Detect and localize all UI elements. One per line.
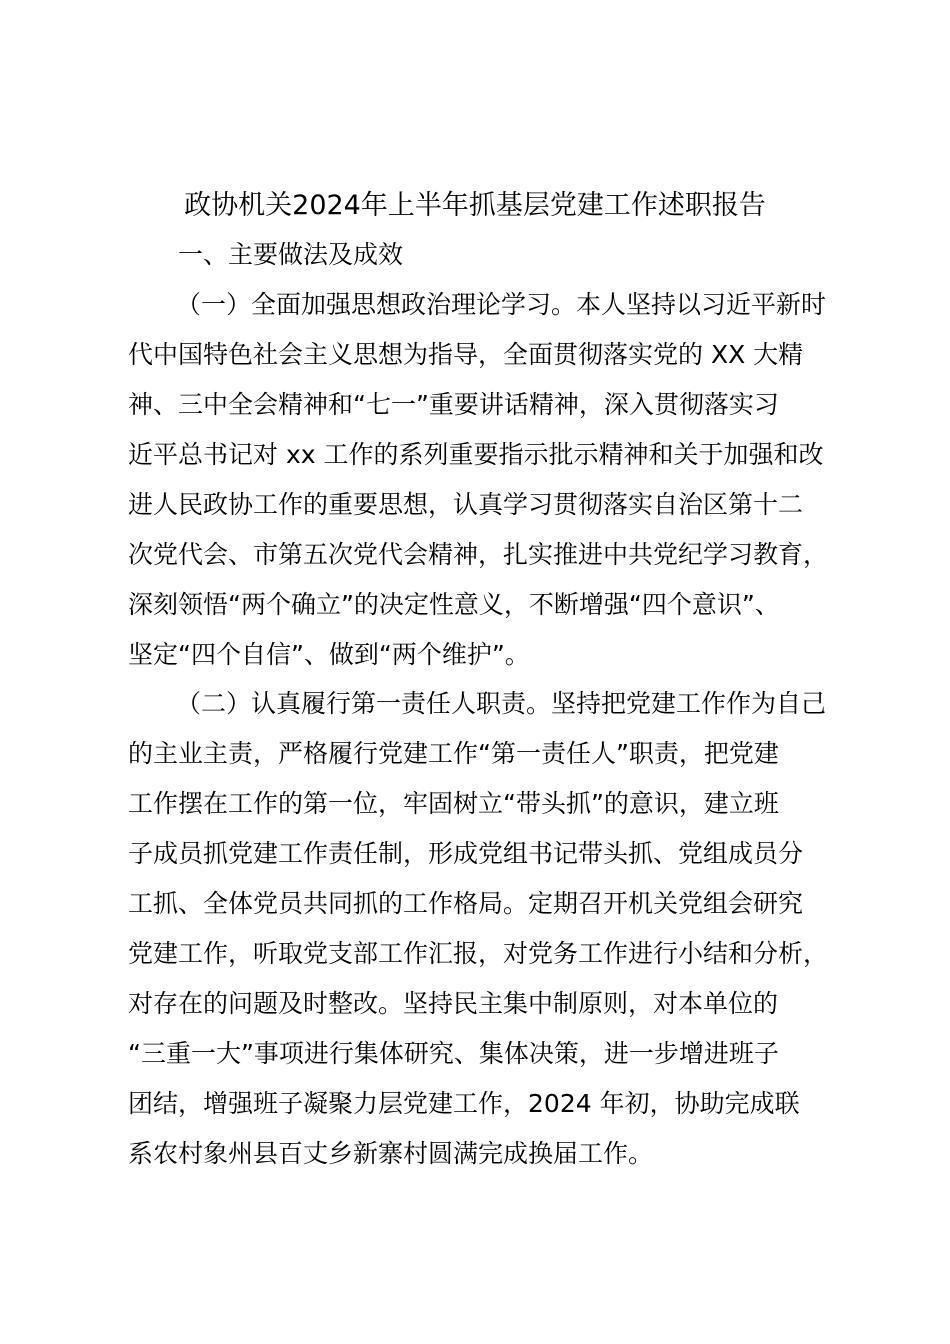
paragraph-line: 对存在的问题及时整改。坚持民主集中制原则，对本单位的 — [128, 989, 779, 1018]
paragraph-line: 坚定“四个自信”、做到“两个维护”。 — [128, 640, 530, 669]
paragraph-line: 子成员抓党建工作责任制，形成党组书记带头抓、党组成员分 — [128, 839, 804, 868]
paragraph-line: 进人民政协工作的重要思想，认真学习贯彻落实自治区第十二 — [128, 490, 804, 519]
paragraph-line: 次党代会、市第五次党代会精神，扎实推进中共党纪学习教育， — [128, 540, 829, 569]
paragraph-line: （一）全面加强思想政治理论学习。本人坚持以习近平新时 — [176, 290, 827, 319]
paragraph-line: 系农村象州县百丈乡新寨村圆满完成换届工作。 — [128, 1139, 654, 1168]
paragraph-2 — [128, 679, 868, 1179]
paragraph-line: “三重一大”事项进行集体研究、集体决策，进一步增进班子 — [128, 1039, 779, 1068]
paragraph-line: 工抓、全体党员共同抓的工作格局。定期召开机关党组会研究 — [128, 889, 804, 918]
document-title: 政协机关2024年上半年抓基层党建工作述职报告 — [184, 190, 766, 221]
paragraph-line: 近平总书记对 xx 工作的系列重要指示批示精神和关于加强和改 — [128, 440, 824, 469]
paragraph-1 — [128, 280, 868, 680]
paragraph-line: 的主业主责，严格履行党建工作“第一责任人”职责，把党建 — [128, 739, 779, 768]
paragraph-line: 神、三中全会精神和“七一”重要讲话精神，深入贯彻落实习 — [128, 390, 779, 419]
paragraph-line: 工作摆在工作的第一位，牢固树立“带头抓”的意识，建立班 — [128, 789, 779, 818]
section-heading: 一、主要做法及成效 — [178, 240, 404, 269]
paragraph-line: 代中国特色社会主义思想为指导，全面贯彻落实党的 XX 大精 — [128, 340, 804, 369]
paragraph-line: 深刻领悟“两个确立”的决定性意义，不断增强“四个意识”、 — [128, 590, 780, 619]
paragraph-line: 党建工作，听取党支部工作汇报，对党务工作进行小结和分析， — [128, 939, 829, 968]
paragraph-line: （二）认真履行第一责任人职责。坚持把党建工作作为自己 — [176, 689, 827, 718]
paragraph-line: 团结，增强班子凝聚力层党建工作，2024 年初，协助完成联 — [128, 1089, 800, 1118]
